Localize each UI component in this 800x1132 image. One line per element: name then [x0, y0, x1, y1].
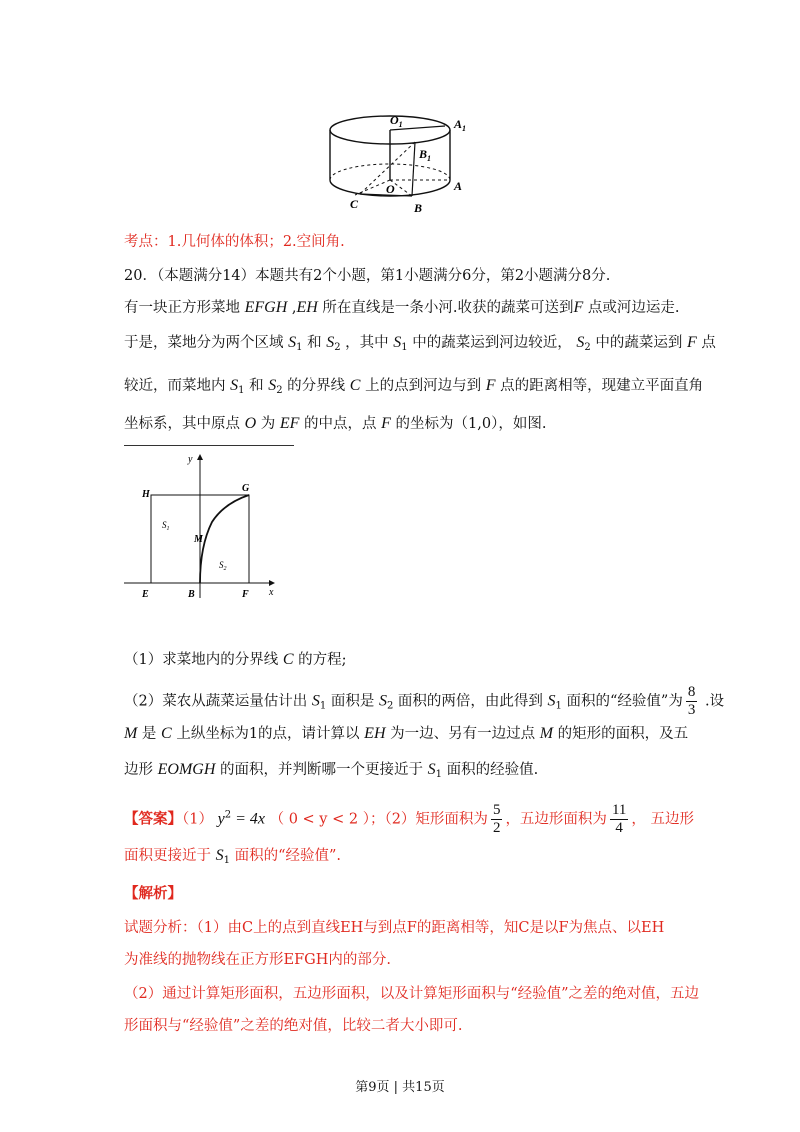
- analysis-line-1: 试题分析：（1）由C上的点到直线EH与到点F的距离相等，知C是以F为焦点、以EH: [124, 920, 665, 936]
- problem-header: 20．（本题满分14）本题共有2个小题，第1小题满分6分，第2小题满分8分.: [124, 268, 611, 284]
- axis-x-label: x: [269, 587, 274, 598]
- label-A: A: [454, 179, 463, 193]
- question-2-line-3: 边形 EOMGH 的面积，并判断哪一个更接近于 $S_1$ 面积的经验值.: [124, 761, 539, 780]
- problem-paragraph-1: 有一块正方形菜地 EFGH ,EH 所在直线是一条小河.收获的蔬菜可送到F 点或河边运走.: [124, 299, 680, 316]
- label-G: G: [242, 483, 250, 494]
- label-A1: $A_1$: [454, 117, 467, 133]
- cylinder-figure: [320, 100, 480, 220]
- label-S2: $S_2$: [219, 560, 227, 572]
- question-1: （1）求菜地内的分界线 C 的方程;: [124, 651, 347, 668]
- page-footer: 第9页 | 共15页: [355, 1080, 445, 1095]
- question-2: （2）菜农从蔬菜运量估计出 $S_1$ 面积是 $S_2$ 面积的两倍，由此得到 $S_1$ 面积的“经验值”为 $\frac{8}{3}$ .设: [124, 684, 725, 718]
- problem-paragraph-4: 坐标系，其中原点 O 为 EF 的中点，点 F 的坐标为（1,0），如图.: [124, 415, 547, 432]
- label-B: B: [188, 589, 195, 600]
- label-S1: $S_1$: [162, 520, 170, 532]
- problem-paragraph-2: 于是，菜地分为两个区域 $S_1$ 和 $S_2$ ，其中 $S_1$ 中的蔬菜运到河边较近， $S_2$ 中的蔬菜运到 F 点: [124, 334, 716, 353]
- label-H: H: [142, 489, 150, 500]
- label-O: O: [386, 182, 395, 196]
- label-M: M: [194, 534, 203, 545]
- separator-line: [124, 445, 294, 446]
- fraction-8-3: $\frac{8}{3}$: [687, 684, 696, 718]
- analysis-line-3: （2）通过计算矩形面积，五边形面积，以及计算矩形面积与“经验值”之差的绝对值，五边: [124, 986, 700, 1002]
- label-O1: $O_1$: [390, 113, 403, 129]
- question-2-line-2: M 是 C 上纵坐标为1的点，请计算以 EH 为一边、另有一边过点 M 的矩形的面积，及五: [124, 725, 689, 742]
- fraction-11-4: $\frac{11}{4}$: [611, 802, 627, 836]
- kaodian-note: 考点：1.几何体的体积；2.空间角.: [124, 234, 345, 250]
- label-E: E: [142, 589, 149, 600]
- answer-line-1: 【答案】（1） $y^2 = 4x$ （ 0 < y < 2 ）；（2）矩形面积为 $\frac{5}{2}$ ，五边形面积为 $\frac{11}{4}$ ， 五边形: [124, 802, 694, 836]
- axis-y-label: y: [188, 454, 193, 465]
- problem-paragraph-3: 较近，而菜地内 $S_1$ 和 $S_2$ 的分界线 C 上的点到河边与到 F 点的距离相等，现建立平面直角: [124, 377, 704, 396]
- label-C: C: [350, 197, 359, 211]
- fraction-5-2: $\frac{5}{2}$: [492, 802, 501, 836]
- label-B: B: [414, 201, 423, 215]
- label-B1: $B_1$: [419, 147, 432, 163]
- coordinate-figure: [124, 450, 294, 605]
- label-F: F: [242, 589, 249, 600]
- analysis-label: 【解析】: [124, 885, 182, 902]
- answer-line-2: 面积更接近于 $S_1$ 面积的“经验值”.: [124, 847, 342, 866]
- analysis-line-4: 形面积与“经验值”之差的绝对值，比较二者大小即可.: [124, 1018, 463, 1034]
- analysis-line-2: 为准线的抛物线在正方形EFGH内的部分.: [124, 952, 391, 968]
